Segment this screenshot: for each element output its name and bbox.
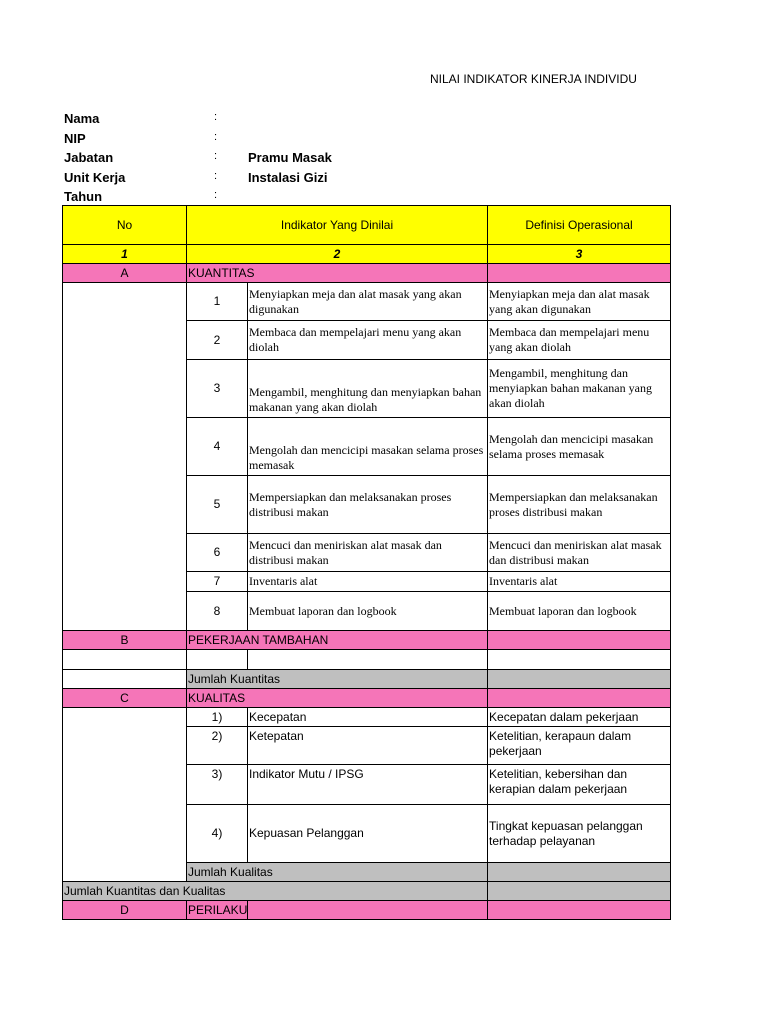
item-indikator: Mempersiapkan dan melaksanakan proses distribusi makan bbox=[248, 476, 488, 534]
item-no: 6 bbox=[187, 534, 248, 572]
indicator-table bbox=[62, 205, 671, 920]
item-definisi: Menyiapkan meja dan alat masak yang akan digunakan bbox=[488, 283, 671, 321]
section-label: KUALITAS bbox=[187, 689, 488, 708]
employee-info bbox=[64, 109, 524, 207]
item-no: 2 bbox=[187, 321, 248, 360]
info-row-nama bbox=[64, 109, 524, 129]
subtotal-row-kuantitas bbox=[63, 670, 671, 689]
info-label: Nama bbox=[64, 111, 100, 126]
item-definisi: Inventaris alat bbox=[488, 572, 671, 592]
item-definisi: Kecepatan dalam pekerjaan bbox=[488, 708, 671, 727]
info-row-tahun bbox=[64, 187, 524, 207]
table-row bbox=[63, 650, 671, 670]
info-row-unit-kerja bbox=[64, 168, 524, 188]
item-indikator: Ketepatan bbox=[248, 727, 488, 765]
column-index: 2 bbox=[187, 245, 488, 264]
table-row bbox=[63, 708, 671, 727]
item-indikator: Kepuasan Pelanggan bbox=[248, 805, 488, 863]
item-no: 4) bbox=[187, 805, 248, 863]
item-definisi: Ketelitian, kebersihan dan kerapian dalam pekerjaan bbox=[488, 765, 671, 805]
item-indikator: Menyiapkan meja dan alat masak yang akan digunakan bbox=[248, 283, 488, 321]
section-code: B bbox=[63, 631, 187, 650]
column-index-row bbox=[63, 245, 671, 264]
info-colon: : bbox=[214, 169, 218, 182]
info-value: Pramu Masak bbox=[248, 150, 332, 165]
item-indikator: Indikator Mutu / IPSG bbox=[248, 765, 488, 805]
total-label: Jumlah Kuantitas dan Kualitas bbox=[63, 882, 488, 901]
item-definisi: Mengambil, menghitung dan menyiapkan bahan makanan yang akan diolah bbox=[488, 360, 671, 418]
item-definisi: Mencuci dan meniriskan alat masak dan distribusi makan bbox=[488, 534, 671, 572]
info-colon: : bbox=[214, 111, 218, 123]
info-colon: : bbox=[214, 150, 218, 162]
section-code: A bbox=[63, 264, 187, 283]
item-no: 3) bbox=[187, 765, 248, 805]
item-indikator: Membaca dan mempelajari menu yang akan diolah bbox=[248, 321, 488, 360]
section-row-d bbox=[63, 901, 671, 920]
section-label: KUANTITAS bbox=[187, 264, 488, 283]
info-label: NIP bbox=[64, 130, 86, 146]
column-index: 1 bbox=[63, 245, 187, 264]
item-no: 1 bbox=[187, 283, 248, 321]
info-row-jabatan bbox=[64, 148, 524, 168]
table-row bbox=[63, 283, 671, 321]
section-code: C bbox=[63, 689, 187, 708]
page-title: NILAI INDIKATOR KINERJA INDIVIDU bbox=[430, 72, 637, 86]
section-row-a bbox=[63, 264, 671, 283]
column-index: 3 bbox=[488, 245, 671, 264]
total-row bbox=[63, 882, 671, 901]
item-definisi: Ketelitian, kerapaun dalam pekerjaan bbox=[488, 727, 671, 765]
item-definisi: Mempersiapkan dan melaksanakan proses distribusi makan bbox=[488, 476, 671, 534]
item-indikator: Inventaris alat bbox=[248, 572, 488, 592]
item-definisi: Membaca dan mempelajari menu yang akan diolah bbox=[488, 321, 671, 360]
info-label: Unit Kerja bbox=[64, 169, 126, 185]
item-no: 8 bbox=[187, 592, 248, 631]
info-colon: : bbox=[214, 130, 218, 143]
section-row-c bbox=[63, 689, 671, 708]
section-label: PEKERJAAN TAMBAHAN bbox=[187, 631, 488, 650]
info-label: Tahun bbox=[64, 189, 103, 204]
item-definisi: Tingkat kepuasan pelanggan terhadap pelayanan bbox=[488, 805, 671, 863]
item-definisi: Membuat laporan dan logbook bbox=[488, 592, 671, 631]
item-indikator: Mencuci dan meniriskan alat masak dan distribusi makan bbox=[248, 534, 488, 572]
item-no: 4 bbox=[187, 418, 248, 476]
item-indikator: Mengolah dan mencicipi masakan selama proses memasak bbox=[248, 418, 488, 476]
header-definisi: Definisi Operasional bbox=[488, 206, 671, 245]
item-indikator: Mengambil, menghitung dan menyiapkan bahan makanan yang akan diolah bbox=[248, 360, 488, 418]
info-value: Instalasi Gizi bbox=[248, 169, 328, 185]
section-code: D bbox=[63, 901, 187, 920]
item-no: 1) bbox=[187, 708, 248, 727]
item-indikator: Membuat laporan dan logbook bbox=[248, 592, 488, 631]
info-row-nip bbox=[64, 129, 524, 149]
item-no: 3 bbox=[187, 360, 248, 418]
info-label: Jabatan bbox=[64, 150, 114, 165]
subtotal-label: Jumlah Kualitas bbox=[187, 863, 488, 882]
item-no: 5 bbox=[187, 476, 248, 534]
item-no: 2) bbox=[187, 727, 248, 765]
section-label: PERILAKU bbox=[187, 901, 248, 920]
subtotal-label: Jumlah Kuantitas bbox=[187, 670, 488, 689]
item-no: 7 bbox=[187, 572, 248, 592]
section-row-b bbox=[63, 631, 671, 650]
table-header-row bbox=[63, 206, 671, 245]
info-colon: : bbox=[214, 189, 218, 201]
header-indikator: Indikator Yang Dinilai bbox=[187, 206, 488, 245]
header-no: No bbox=[63, 206, 187, 245]
item-indikator: Kecepatan bbox=[248, 708, 488, 727]
item-definisi: Mengolah dan mencicipi masakan selama proses memasak bbox=[488, 418, 671, 476]
